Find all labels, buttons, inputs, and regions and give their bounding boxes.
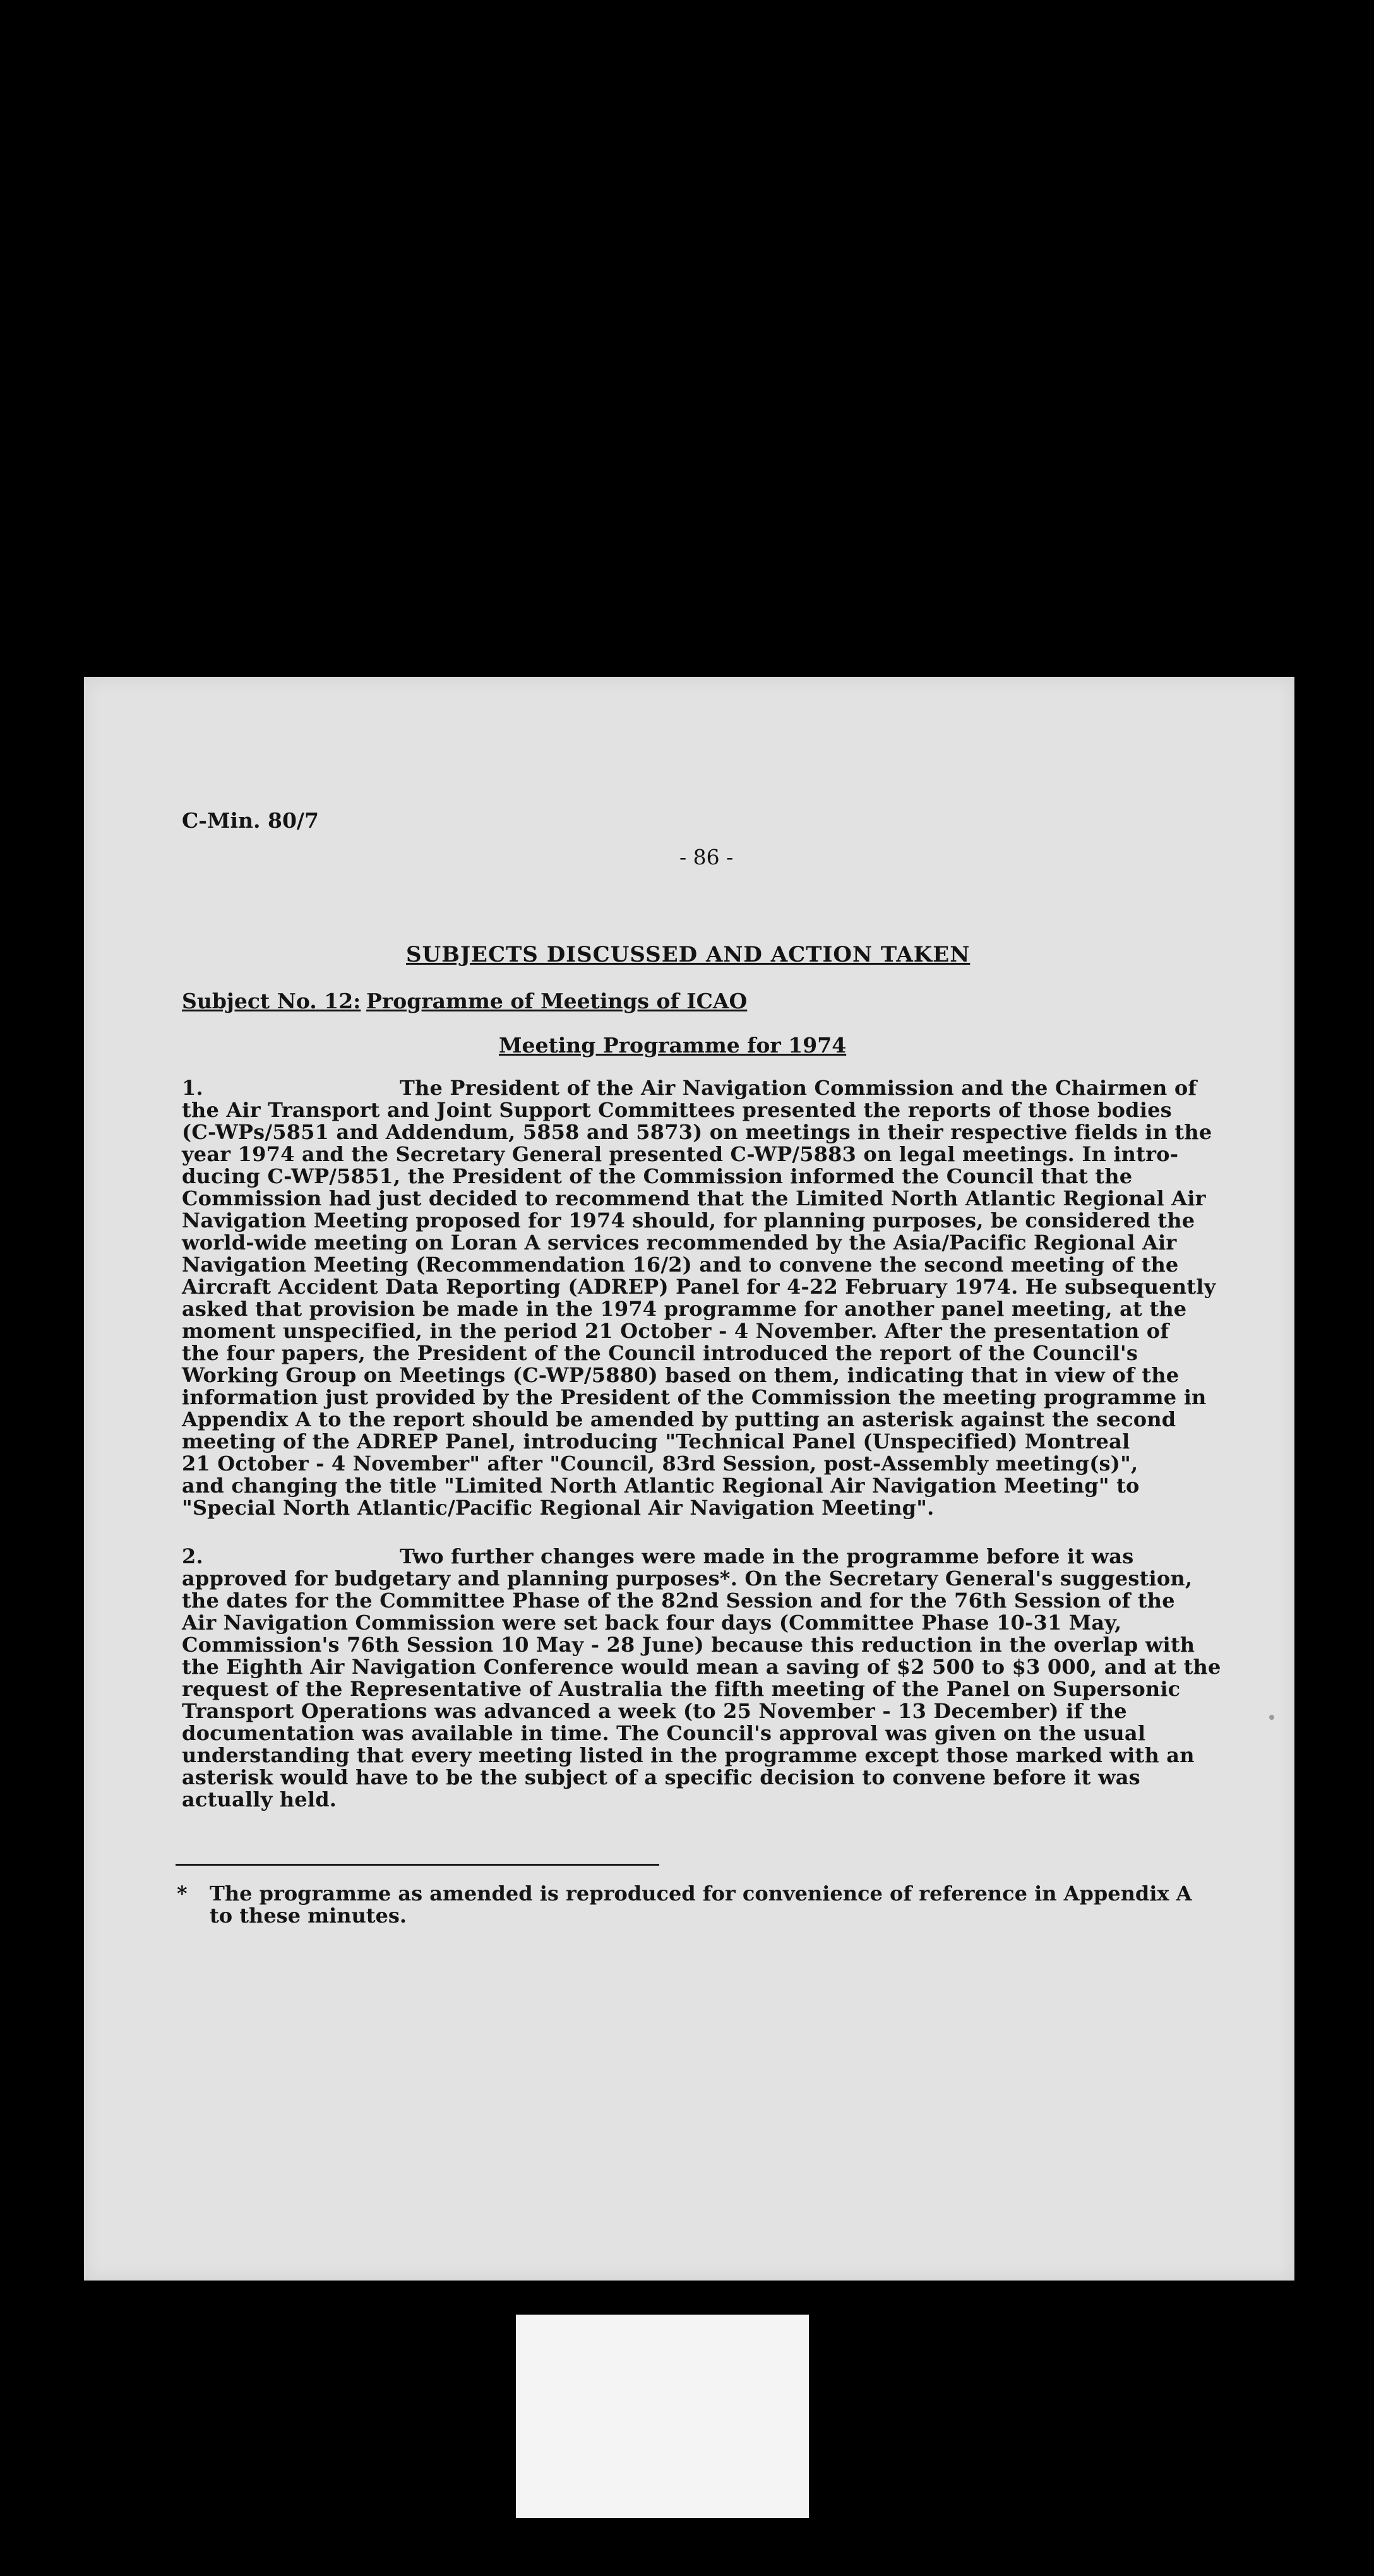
footnote-divider <box>176 1864 659 1866</box>
scan-speck <box>1269 1715 1274 1720</box>
paragraph-line: Transport Operations was advanced a week (to 25 November - 13 December) if the <box>182 1699 1127 1723</box>
paragraph-line: actually held. <box>182 1787 337 1811</box>
paragraph-line: asked that provision be made in the 1974 programme for another panel meeting, at the <box>182 1297 1187 1321</box>
paragraph-line: 21 October - 4 November" after "Council, 83rd Session, post-Assembly meeting(s)", <box>182 1452 1138 1476</box>
paragraph-line: "Special North Atlantic/Pacific Regional Air Navigation Meeting". <box>182 1496 935 1520</box>
footnote <box>177 1883 1192 1927</box>
paragraph-line: the four papers, the President of the Council introduced the report of the Council's <box>182 1341 1138 1365</box>
paragraph-line: moment unspecified, in the period 21 October - 4 November. After the presentation of <box>182 1319 1169 1343</box>
paragraph-line: Navigation Meeting proposed for 1974 should, for planning purposes, be considered the <box>182 1208 1195 1232</box>
paragraph-line: understanding that every meeting listed in the programme except those marked with an <box>182 1743 1195 1767</box>
paragraph-2 <box>182 1546 1221 1811</box>
paragraph-line: and changing the title "Limited North Atlantic Regional Air Navigation Meeting" to <box>182 1474 1140 1498</box>
subject-title: Programme of Meetings of ICAO <box>366 989 748 1013</box>
paragraph-line: Navigation Meeting (Recommendation 16/2) and to convene the second meeting of the <box>182 1253 1179 1277</box>
document-reference: C-Min. 80/7 <box>182 808 319 833</box>
paragraph-line: request of the Representative of Australia the fifth meeting of the Panel on Supersonic <box>182 1677 1181 1701</box>
paragraph-1 <box>182 1077 1216 1519</box>
paragraph-line: asterisk would have to be the subject of a specific decision to convene before it was <box>182 1765 1140 1789</box>
paragraph-line: 2. Two further changes were made in the programme before it was <box>182 1544 1134 1568</box>
paragraph-line: information just provided by the President of the Commission the meeting programme in <box>182 1385 1207 1409</box>
paragraph-line: 1. The President of the Air Navigation Commission and the Chairmen of <box>182 1076 1197 1100</box>
paragraph-line: (C-WPs/5851 and Addendum, 5858 and 5873) on meetings in their respective fields in the <box>182 1120 1212 1144</box>
paragraph-number: 1. <box>182 1076 203 1100</box>
page-number: - 86 - <box>679 845 734 869</box>
paragraph-number: 2. <box>182 1544 203 1568</box>
paragraph-line: documentation was available in time. The Council's approval was given on the usual <box>182 1721 1146 1745</box>
paragraph-line: approved for budgetary and planning purposes*. On the Secretary General's suggestion, <box>182 1566 1193 1590</box>
paragraph-line: meeting of the ADREP Panel, introducing "Technical Panel (Unspecified) Montreal <box>182 1429 1130 1453</box>
footnote-marker: * <box>177 1881 188 1905</box>
paragraph-line: the dates for the Committee Phase of the 82nd Session and for the 76th Session of the <box>182 1589 1175 1613</box>
paragraph-line: Commission had just decided to recommend that the Limited North Atlantic Regional Air <box>182 1186 1206 1210</box>
sub-heading: Meeting Programme for 1974 <box>499 1033 847 1058</box>
footnote-line: * The programme as amended is reproduced for convenience of reference in Appendix A <box>177 1881 1192 1905</box>
paragraph-line: the Air Transport and Joint Support Committees presented the reports of those bodies <box>182 1098 1172 1122</box>
microfilm-label-tab <box>516 2315 809 2518</box>
paragraph-line: year 1974 and the Secretary General presented C-WP/5883 on legal meetings. In intro- <box>182 1142 1179 1166</box>
section-heading: SUBJECTS DISCUSSED AND ACTION TAKEN <box>406 942 971 967</box>
paragraph-line: Working Group on Meetings (C-WP/5880) based on them, indicating that in view of the <box>182 1363 1180 1387</box>
subject-label: Subject No. 12: <box>182 989 361 1013</box>
paragraph-line: ducing C-WP/5851, the President of the Commission informed the Council that the <box>182 1164 1133 1188</box>
paragraph-line: Appendix A to the report should be amended by putting an asterisk against the second <box>182 1407 1176 1431</box>
paragraph-line: Commission's 76th Session 10 May - 28 June) because this reduction in the overlap with <box>182 1633 1195 1657</box>
paragraph-line: Air Navigation Commission were set back four days (Committee Phase 10-31 May, <box>182 1611 1122 1635</box>
paragraph-line: world-wide meeting on Loran A services recommended by the Asia/Pacific Regional Air <box>182 1231 1177 1255</box>
paragraph-line: the Eighth Air Navigation Conference would mean a saving of $2 500 to $3 000, and at the <box>182 1655 1221 1679</box>
paragraph-line: Aircraft Accident Data Reporting (ADREP) Panel for 4-22 February 1974. He subsequently <box>182 1275 1216 1299</box>
footnote-line: to these minutes. <box>210 1904 407 1928</box>
